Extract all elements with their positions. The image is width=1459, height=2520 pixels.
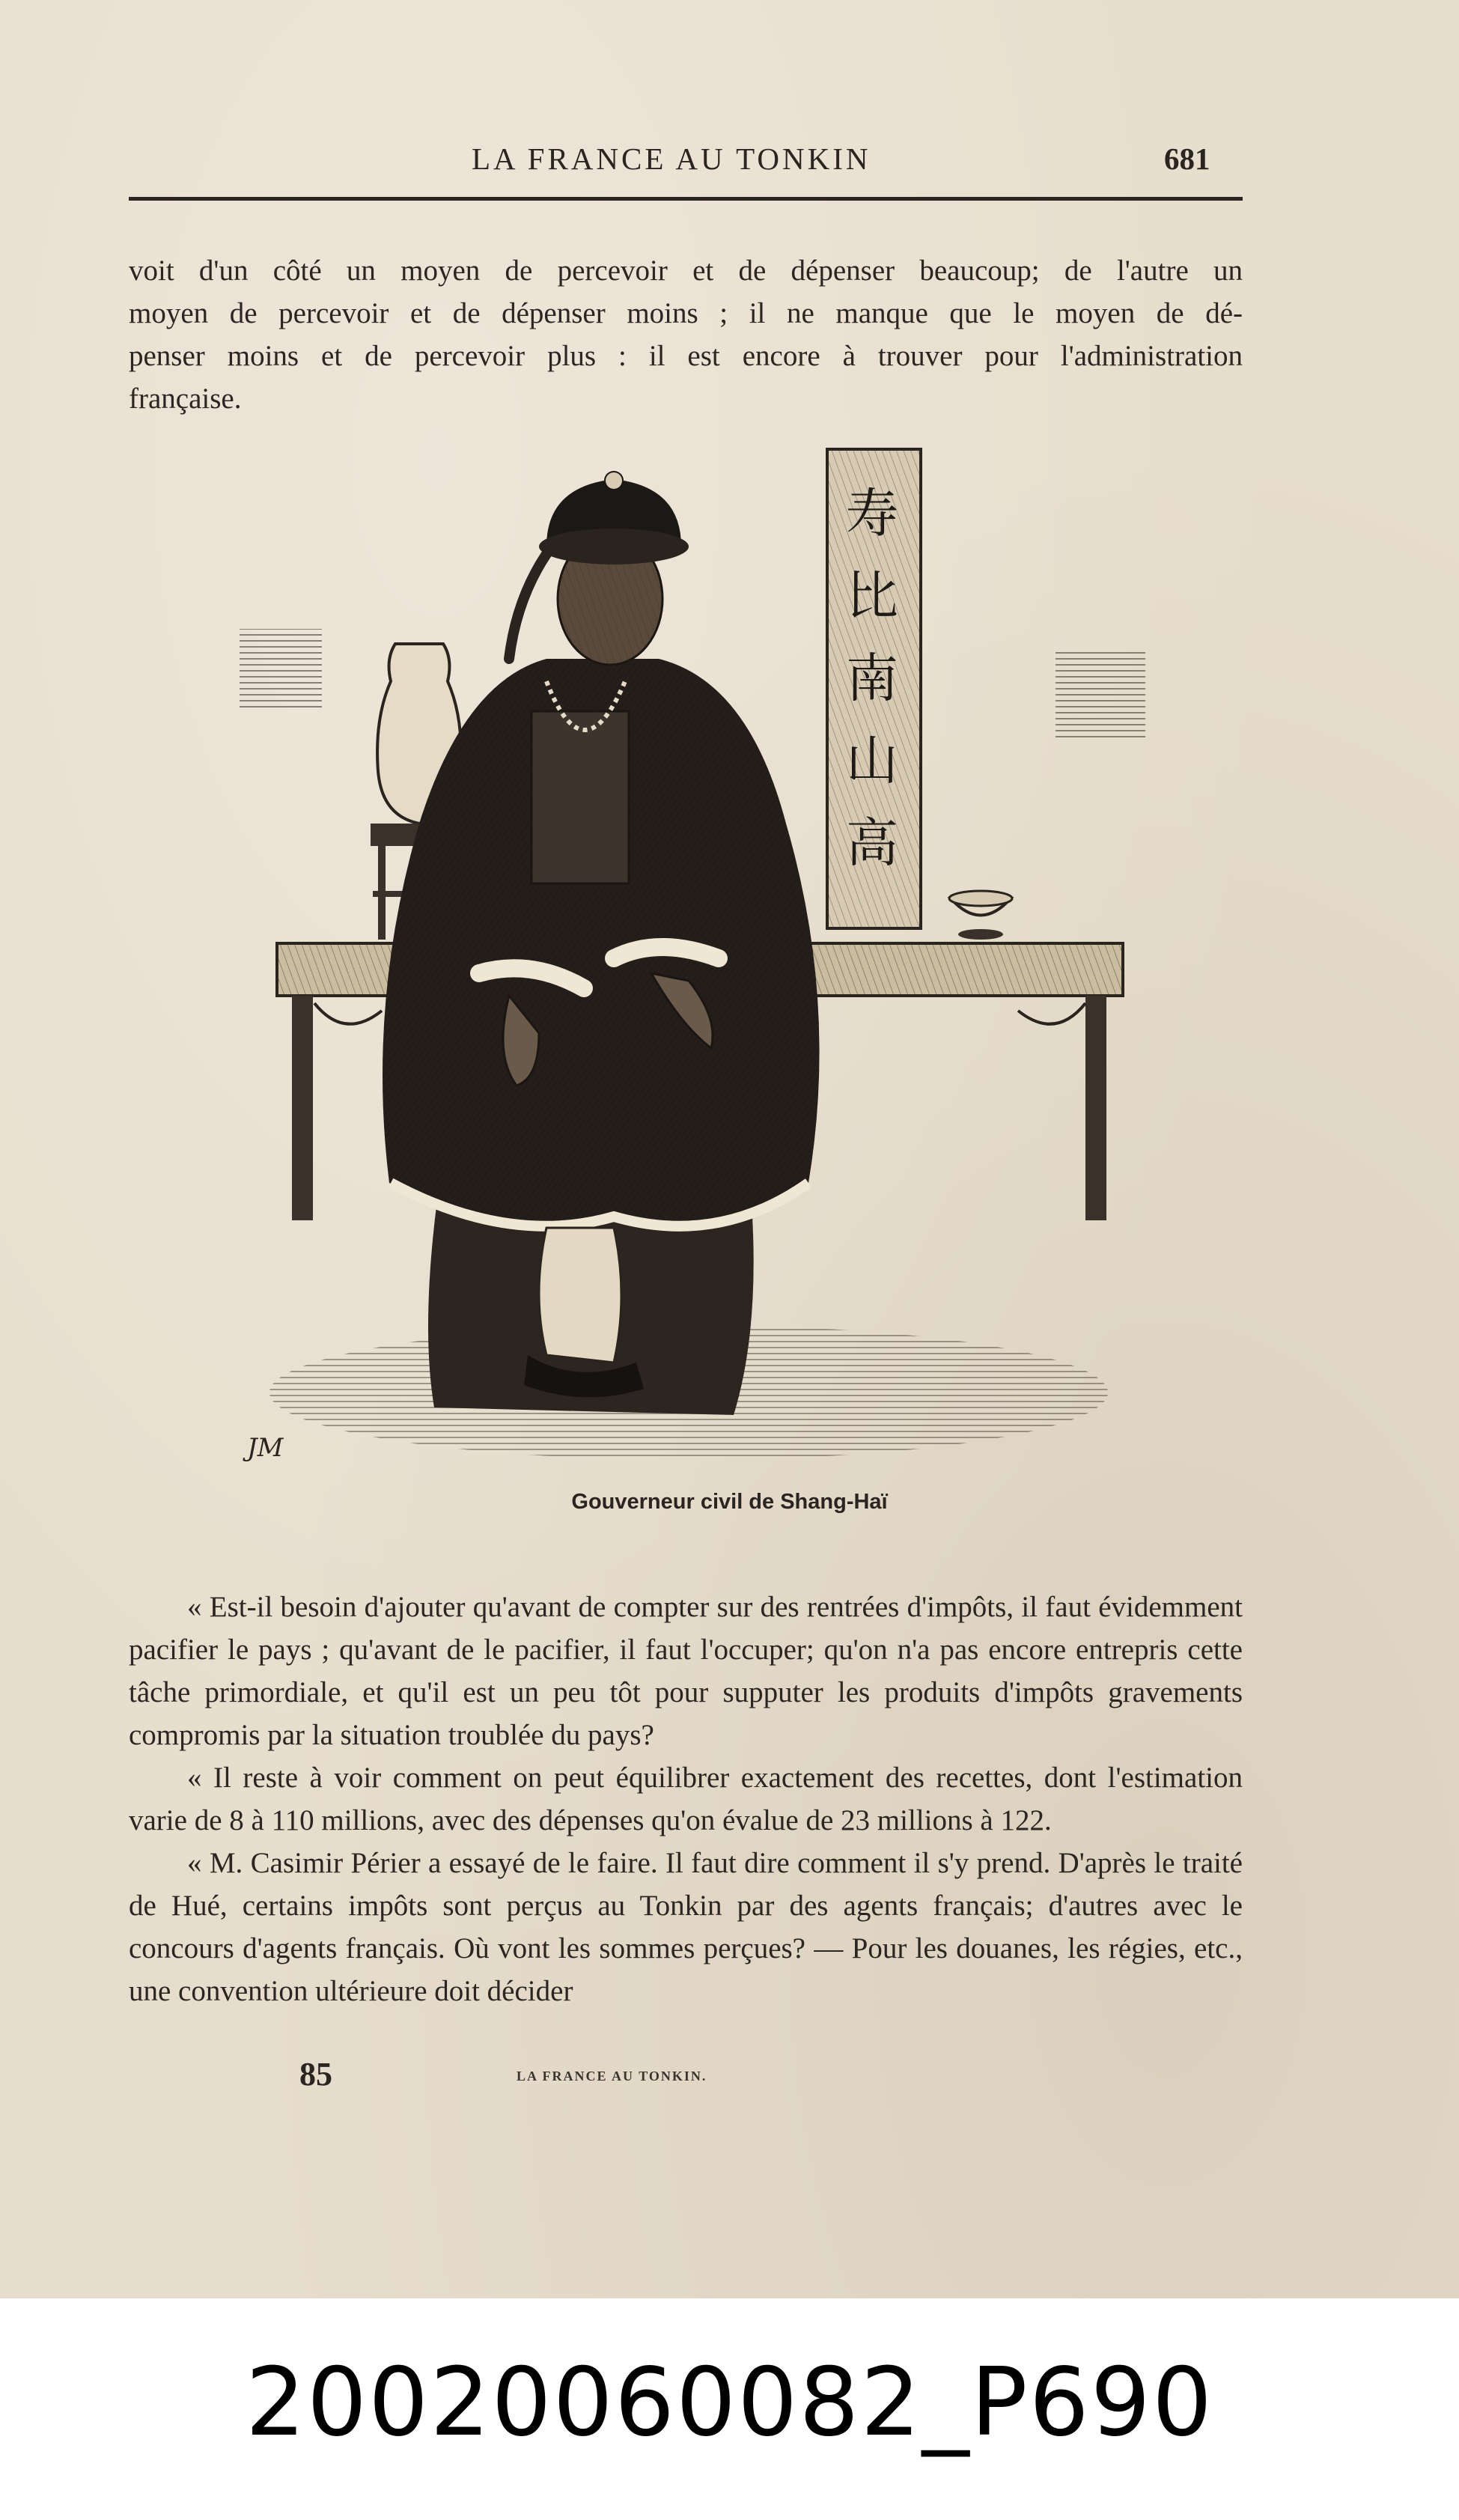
paragraph: « Est-il besoin d'ajouter qu'avant de compter sur des rentrées d'impôts, il faut évidemment pacifier le pays ; qu'avant de le pacifier, il faut l'occuper; qu'on n'a pas encore entrepris cette tâche primordiale, et qu'il est un peu tôt pour supputer les produits d'impôts gravements compromis par la situation troublée du pays? [129,1591,1243,1751]
header-rule [129,197,1243,201]
calligraphy-pillar [827,449,921,928]
signature-number: 85 [299,2056,332,2093]
body-text-bottom [129,1586,1243,2012]
svg-text:比: 比 [846,565,898,627]
engraver-signature: JM [247,1433,284,1463]
text-line: moyen de percevoir et de dépenser moins ; il ne manque que le moyen de dé- [129,297,1243,329]
svg-text:山: 山 [846,730,898,791]
tea-cup [949,891,1012,940]
figure-caption: Gouverneur civil de Shang-Haï [571,1490,888,1514]
engraving-illustration [195,434,1190,1497]
seated-official [383,472,820,1415]
text-line: voit d'un côté un moyen de percevoir et de dépenser beaucoup; de l'autre un [129,255,1243,287]
scan-reference-label: 20020060082_P690 [245,2347,1214,2457]
running-title: LA FRANCE AU TONKIN [472,141,871,176]
text-line: française. [129,383,242,415]
page-number: 681 [1164,141,1210,176]
svg-text:高: 高 [846,812,898,874]
paragraph: « Il reste à voir comment on peut équilibrer exactement des recettes, dont l'estimation varie de 8 à 110 millions, avec des dépenses qu'on évalue de 23 millions à 122. [129,1762,1243,1836]
paragraph: « M. Casimir Périer a essayé de le faire. Il faut dire comment il s'y prend. D'après le traité de Hué, certains impôts sont perçus au Tonkin par des agents français; d'autres avec le concours d'agents français. Où vont les sommes perçues? — Pour les douanes, les régies, etc., une convention ultérieure doit décider [129,1847,1243,2007]
text-line: penser moins et de percevoir plus : il est encore à trouver pour l'administration [129,340,1243,372]
wall-hatching-right [1056,651,1145,741]
svg-text:寿: 寿 [846,483,898,544]
body-text-top [129,249,1243,420]
svg-text:南: 南 [846,648,898,709]
signature-title: LA FRANCE AU TONKIN. [517,2069,707,2084]
wall-hatching-left [240,629,322,711]
